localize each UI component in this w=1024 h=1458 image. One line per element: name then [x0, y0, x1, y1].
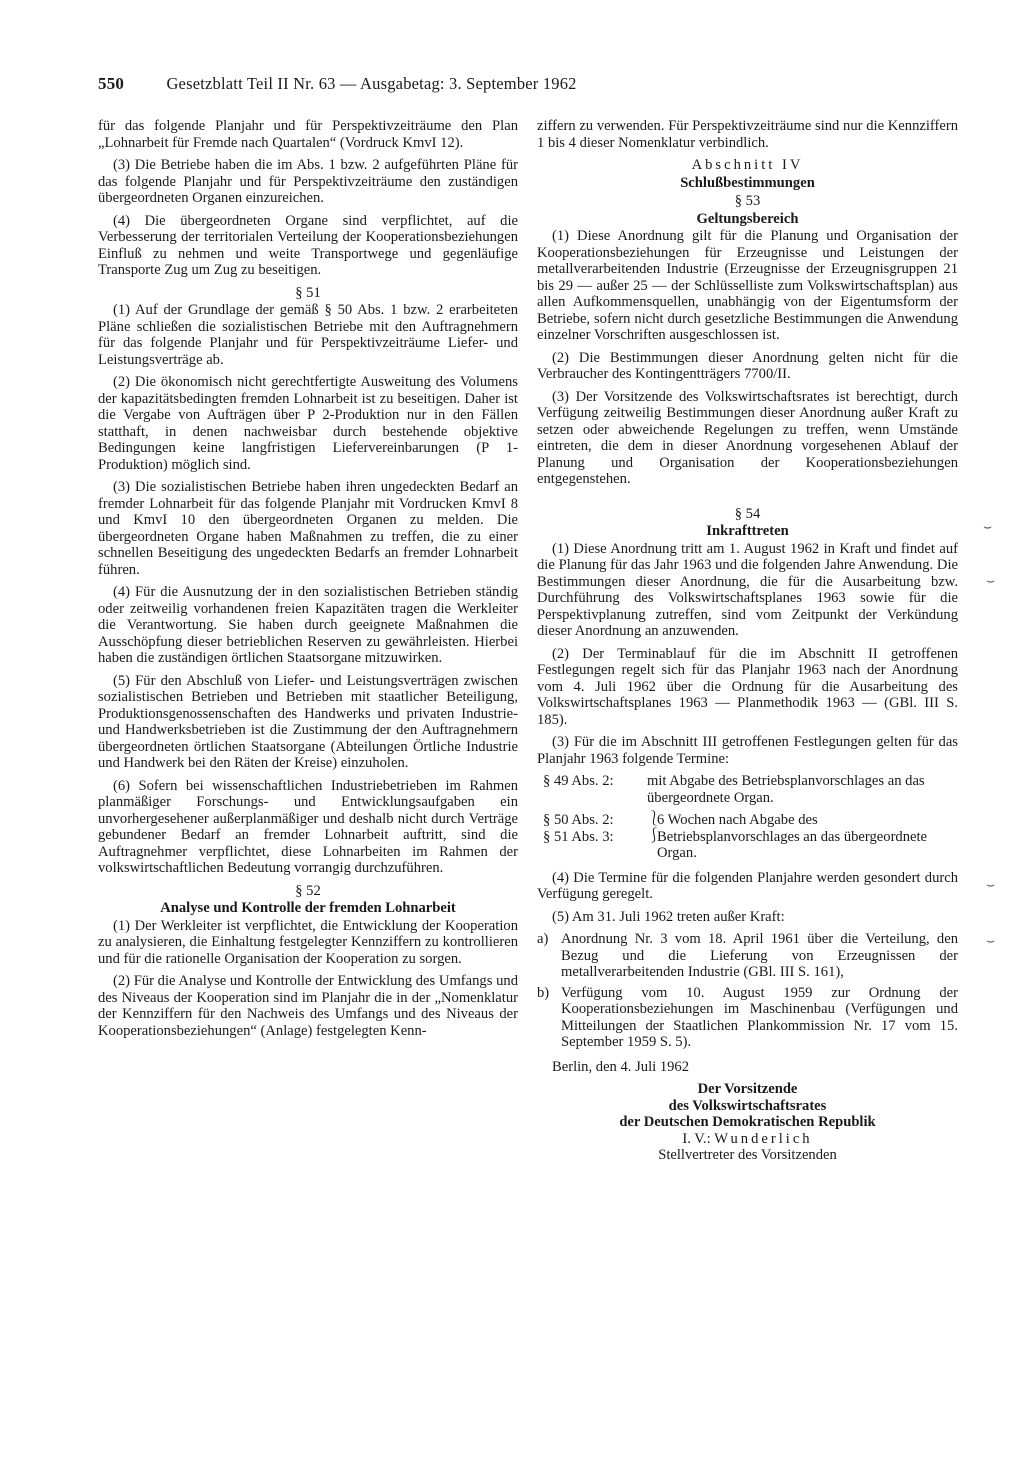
deadline-label: § 51 Abs. 3:	[543, 828, 614, 845]
section-title: Geltungsbereich	[696, 210, 799, 227]
paragraph: (3) Der Vorsitzende des Volkswirtschaftsrates ist berechtigt, durch Verfügung zeitweilig Bestimmungen dieser Anordnung außer Kraft zu setzen oder abweichende Regelungen zu treffen, wenn Umstände eintreten, die dem in dieser Anordnung vorgesehenen Ablauf der Planung und Organisation der Kooperationsbeziehungen entgegenstehen.	[537, 388, 958, 487]
paragraph: (4) Für die Ausnutzung der in den sozialistischen Betrieben ständig oder zeitweilig vorhandenen freien Kapazitäten tragen die Werkleiter die Verantwortung. Sie haben durch geeignete Maßnahmen die Ausschöpfung dieser betrieblichen Reserven zu gewährleisten. Hierbei haben die zuständigen örtlichen Staatsorgane mitzuwirken.	[98, 584, 518, 666]
margin-mark-icon: ⌣	[986, 934, 996, 949]
list-text: Anordnung Nr. 3 vom 18. April 1961 über die Verteilung, den Bezug und die Lieferung von Erzeugnissen der metallverarbeitenden Industrie (GBl. III S. 161),	[561, 931, 958, 980]
paragraph: (1) Diese Anordnung gilt für die Planung und Organisation der Kooperationsbeziehungen für Erzeugnisse und Leistungen der metallverarbeitenden Industrie (Erzeugnisse der Erzeugnisgruppen 21 bis 29 — außer 25 — der Schlüsselliste zum Volkswirtschaftsplan) aus allen Aufkommensquellen, unabhängig von der Eigentumsform der Betriebe, sofern nicht durch gesetzliche Bestimmungen die Anwendung einzelner Vorschriften ausgeschlossen ist.	[537, 228, 958, 343]
deadline-group	[537, 812, 958, 862]
paragraph: ziffern zu verwenden. Für Perspektivzeiträume sind nur die Kennziffern 1 bis 4 dieser Nomenklatur verbindlich.	[537, 118, 958, 151]
deadline-label: § 49 Abs. 2:	[543, 773, 614, 789]
list-item	[537, 931, 958, 981]
signatory-name: Wunderlich	[714, 1130, 813, 1147]
deadline-row	[537, 773, 958, 806]
brace-icon: ⎱ ⎰	[647, 812, 661, 844]
paragraph: (2) Die ökonomisch nicht gerechtfertigte Ausweitung des Volumens der kapazitätsbedingten fremden Lohnarbeit ist zu beseitigen. Daher ist die Vergabe von Aufträgen über P 2-Produktion nur in den Fällen statthaft, in denen nachweisbar durch bestehende objektive Bedingungen keine langfristigen Liefervereinbarungen (P 1-Produktion) möglich sind.	[98, 374, 518, 473]
paragraph: (2) Für die Analyse und Kontrolle der Entwicklung des Umfangs und des Niveaus der Kooperation sind im Planjahr die in der „Nomenklatur der Kennziffern für den Nachweis des Umfangs und des Niveaus der Kooperationsbeziehungen“ (Anlage) festgelegten Kenn-	[98, 973, 518, 1039]
paragraph: (4) Die Termine für die folgenden Planjahre werden gesondert durch Verfügung geregelt.	[537, 869, 958, 902]
chapter-title: Schlußbestimmungen	[680, 174, 815, 191]
page-header	[98, 74, 798, 94]
section-title: Inkrafttreten	[706, 523, 789, 539]
running-title: Gesetzblatt Teil II Nr. 63 — Ausgabetag: 3. September 1962	[166, 74, 577, 93]
paragraph: (5) Am 31. Juli 1962 treten außer Kraft:	[552, 908, 785, 925]
paragraph: (1) Auf der Grundlage der gemäß § 50 Abs. 1 bzw. 2 erarbeiteten Pläne schließen die sozialistischen Betriebe mit den Auftragnehmern für das folgende Planjahr und für Perspektivzeiträume Liefer- und Leistungsverträge ab.	[98, 302, 518, 368]
spacer	[537, 494, 958, 504]
paragraph: (2) Der Terminablauf für die im Abschnitt II getroffenen Festlegungen regelt sich für das Planjahr 1963 nach der Anordnung vom 4. Juli 1962 über die Ordnung für die Ausarbeitung des Volkswirtschaftsplanes 1963 — Planmethodik 1963 — (GBl. III S. 185).	[537, 645, 958, 728]
section-heading: § 52	[295, 882, 321, 899]
deadline-text: mit Abgabe des Betriebsplanvorschlages an das übergeordnete Organ.	[647, 773, 925, 806]
paragraph: (2) Die Bestimmungen dieser Anordnung gelten nicht für die Verbraucher des Kontingentträgers 7700/II.	[537, 349, 958, 382]
signature-line: Der Vorsitzende	[697, 1081, 798, 1097]
signatory-title: Stellvertreter des Vorsitzenden	[658, 1147, 837, 1163]
list-label: a)	[537, 931, 549, 947]
signature-prefix: I. V.:	[682, 1130, 711, 1147]
list-label: b)	[537, 984, 550, 1001]
signature-line	[537, 1131, 958, 1148]
paragraph: (1) Diese Anordnung tritt am 1. August 1962 in Kraft und findet auf die Planung für das Jahr 1963 und die folgenden Jahre Anwendung. Die Bestimmungen dieser Anordnung, die für die Ausarbeitung bzw. Durchführung des Volkswirtschaftsplanes 1963 sowie für die Perspektivplanung zutreffen, sind vom Zeitpunkt der Verkündung dieser Anordnung an anzuwenden.	[537, 540, 958, 639]
list-item	[537, 985, 958, 1051]
section-heading: § 51	[295, 284, 321, 301]
signature-line: der Deutschen Demokratischen Republik	[619, 1114, 876, 1130]
page-number: 550	[98, 74, 125, 93]
paragraph: (3) Die Betriebe haben die im Abs. 1 bzw. 2 aufgeführten Pläne für das folgende Planjahr und für Perspektivzeiträume den zuständigen übergeordneten Organen einzureichen.	[98, 157, 518, 206]
paragraph: für das folgende Planjahr und für Perspektivzeiträume den Plan „Lohnarbeit für Fremde nach Quartalen“ (Vordruck KmvI 12).	[98, 118, 518, 151]
left-column	[98, 118, 518, 1045]
paragraph: (4) Die übergeordneten Organe sind verpflichtet, auf die Verbesserung der territorialen Verteilung der Kooperationsbeziehungen Einfluß zu nehmen und weite Transportwege und gegenläufige Transporte Zug um Zug zu beseitigen.	[98, 212, 518, 278]
chapter-heading: Abschnitt IV	[691, 157, 804, 173]
margin-mark-icon: ⌣	[986, 878, 996, 893]
paragraph: (3) Für die im Abschnitt III getroffenen Festlegungen gelten für das Planjahr 1963 folgende Termine:	[537, 734, 958, 767]
list-text: Verfügung vom 10. August 1959 zur Ordnung der Kooperationsbeziehungen im Maschinenbau (Verfügungen und Mitteilungen der Staatlichen Plankommission Nr. 17 vom 15. September 1959 S. 5).	[561, 984, 958, 1050]
section-heading: § 54	[734, 505, 761, 522]
paragraph: (1) Der Werkleiter ist verpflichtet, die Entwicklung der Kooperation zu analysieren, die Einhaltung festgelegter Kennziffern zu kontrollieren und für die rationelle Organisation der Kooperation zu sorgen.	[98, 917, 518, 967]
place-date: Berlin, den 4. Juli 1962	[552, 1058, 690, 1075]
margin-mark-icon: ⌣	[983, 520, 993, 535]
signature-line: des Volkswirtschaftsrates	[668, 1097, 827, 1114]
margin-mark-icon: ⌣	[986, 574, 996, 589]
deadline-text: 6 Wochen nach Abgabe des Betriebsplanvorschlages an das übergeordnete Organ.	[657, 812, 928, 861]
section-title: Analyse und Kontrolle der fremden Lohnarbeit	[160, 900, 456, 916]
right-column	[537, 118, 958, 1164]
section-heading: § 53	[734, 193, 761, 209]
paragraph: (3) Die sozialistischen Betriebe haben ihren ungedeckten Bedarf an fremder Lohnarbeit für das folgende Planjahr mit Vordrucken KmvI 8 und KmvI 10 den übergeordneten Organen zu melden. Die übergeordneten Organe haben Maßnahmen zu treffen, die zu einer schnellen Beseitigung des ungedeckten Bedarfs an fremder Lohnarbeit führen.	[98, 479, 518, 578]
paragraph: (5) Für den Abschluß von Liefer- und Leistungsverträgen zwischen sozialistischen Betrieben und Betrieben mit staatlicher Beteiligung, Produktionsgenossenschaften des Handwerks und privaten Industrie- und Handwerksbetrieben ist die Zustimmung der den Auftragnehmern übergeordneten örtlichen Staatsorgane (Abteilungen Örtliche Industrie und Handwerk bei den Räten der Kreise) einzuholen.	[98, 672, 518, 771]
paragraph: (6) Sofern bei wissenschaftlichen Industriebetrieben im Rahmen planmäßiger Forschungs- und Entwicklungsaufgaben ein unvorhergesehener außerplanmäßiger und deshalb nicht durch Verträge gebundener Bedarf an fremder Lohnarbeit auftritt, sind die Auftragnehmer verpflichtet, diese Lohnarbeiten im Rahmen der volkswirtschaftlichen Bedeutung vorrangig durchzuführen.	[98, 777, 518, 876]
deadline-label: § 50 Abs. 2:	[543, 812, 614, 828]
